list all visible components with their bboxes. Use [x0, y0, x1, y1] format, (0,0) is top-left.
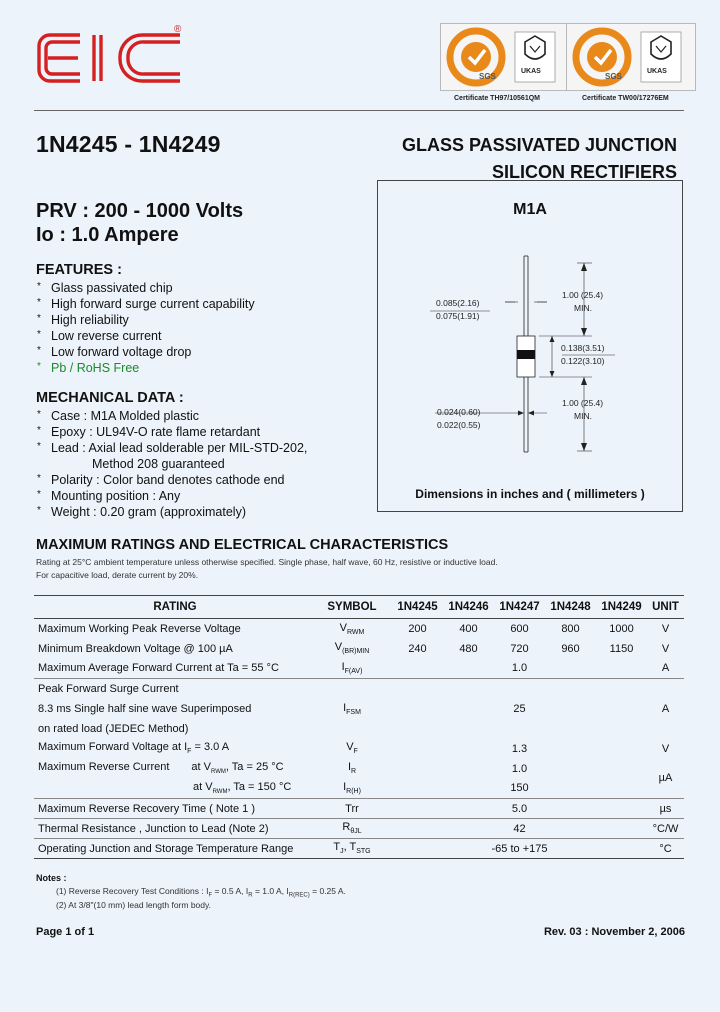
dim-lead-dia-top-min: 0.075(1.91) — [436, 311, 480, 321]
mechanical-list — [36, 408, 307, 520]
max-ratings-heading: MAXIMUM RATINGS AND ELECTRICAL CHARACTERISTICS — [36, 537, 449, 553]
table-row — [34, 659, 684, 679]
row-symbol: $V_{(BR)MIN}$ — [334, 641, 370, 656]
row-label: Maximum Forward Voltage at $I_F = 3.0$ A — [38, 741, 230, 756]
cell-value: 400 — [459, 622, 478, 635]
cell-value: 42 — [392, 819, 647, 839]
cell-value: 1.3 — [511, 742, 528, 755]
cell-value: 200 — [408, 622, 427, 635]
features-heading: FEATURES : — [36, 262, 122, 278]
row-label: Maximum Working Peak Reverse Voltage — [38, 622, 241, 635]
table-row — [34, 799, 684, 819]
ratings-note-2: For capacitive load, derate current by 20%. — [36, 570, 199, 580]
row-label: Minimum Breakdown Voltage @ 100 µA — [38, 642, 233, 655]
cathode-band — [517, 350, 535, 359]
list-item: * Epoxy : UL94V-O rate flame retardant — [36, 424, 307, 440]
iso-certification-icon — [441, 24, 571, 92]
cell-value: 720 — [510, 642, 529, 655]
cell-unit: °C/W — [647, 819, 684, 839]
table-row — [34, 779, 684, 799]
certificate-caption-2: Certificate TW00/17276EM — [582, 95, 669, 102]
ukas-mark: UKAS — [521, 68, 541, 75]
row-label: at $V_{RWM}$, Ta = 150 °C — [193, 781, 292, 796]
cell-unit: A — [661, 662, 670, 675]
col-header-rating: RATING — [34, 596, 312, 619]
rohs-list-item: * Pb / RoHS Free — [36, 360, 255, 376]
cell-value: 240 — [408, 642, 427, 655]
table-row — [34, 819, 684, 839]
row-symbol: $I_R$ — [347, 761, 357, 776]
dim-min-bottom: MIN. — [574, 411, 592, 421]
package-name: M1A — [513, 201, 547, 218]
table-row — [34, 739, 684, 759]
sgs-mark: SGS — [479, 72, 496, 81]
table-row — [34, 619, 684, 639]
row-symbol: $I_{R(H)}$ — [343, 781, 361, 796]
dim-lead-dia-max: 0.024(0.60) — [437, 407, 481, 417]
dim-lead-dia-top-max: 0.085(2.16) — [436, 298, 480, 308]
col-header-symbol: SYMBOL — [312, 596, 392, 619]
dim-body-min: 0.122(3.10) — [561, 356, 605, 366]
cell-value: 960 — [561, 642, 580, 655]
dim-min-top: MIN. — [574, 303, 592, 313]
col-header-1n4246: 1N4246 — [443, 596, 494, 619]
dim-lead-dia-min: 0.022(0.55) — [437, 420, 481, 430]
table-row — [34, 639, 684, 659]
header-divider — [34, 110, 684, 111]
cell-value: 800 — [561, 622, 580, 635]
list-item: * Polarity : Color band denotes cathode end — [36, 472, 307, 488]
prv-spec: PRV : 200 - 1000 Volts — [36, 200, 244, 222]
ratings-table — [34, 595, 684, 859]
revision-date: Rev. 03 : November 2, 2006 — [543, 926, 685, 938]
cell-value: 150 — [510, 782, 529, 795]
cell-unit: V — [661, 642, 670, 655]
table-header-row — [34, 596, 684, 619]
dim-lead-length-bottom: 1.00 (25.4) — [562, 398, 604, 408]
cell-value: 25 — [392, 679, 647, 739]
cell-unit: A — [647, 679, 684, 739]
features-list — [36, 280, 255, 376]
ratings-note-1: Rating at 25°C ambient temperature unless otherwise specified. Single phase, half wave, 60 Hz, resistive or inductive load. — [36, 557, 498, 567]
mechanical-heading: MECHANICAL DATA : — [36, 390, 184, 406]
col-header-unit: UNIT — [647, 596, 684, 619]
eic-logo — [34, 27, 186, 89]
cell-value: 1000 — [609, 622, 634, 635]
dim-body-max: 0.138(3.51) — [561, 343, 605, 353]
product-title-line1: GLASS PASSIVATED JUNCTION — [401, 135, 677, 155]
cell-value: 1.0 — [511, 662, 528, 675]
list-item: * Mounting position : Any — [36, 488, 307, 504]
cell-value: 1150 — [609, 642, 634, 655]
col-header-1n4245: 1N4245 — [392, 596, 443, 619]
registered-mark: ® — [174, 24, 182, 35]
row-label: 8.3 ms Single half sine wave Superimposed — [38, 702, 252, 715]
dim-lead-length-top: 1.00 (25.4) — [562, 290, 604, 300]
iso-certification-icon — [567, 24, 697, 92]
product-title — [357, 132, 677, 186]
list-item-continuation: Method 208 guaranteed — [92, 457, 225, 471]
list-item: * High reliability — [36, 312, 255, 328]
col-header-1n4249: 1N4249 — [596, 596, 647, 619]
row-label: Maximum Reverse Current at $V_{RWM}$, Ta = 25 °C — [38, 761, 284, 776]
cell-unit: °C — [647, 839, 684, 859]
row-label: Maximum Average Forward Current at Ta = 55 °C — [38, 662, 279, 675]
cell-value: 5.0 — [392, 799, 647, 819]
list-item: * Glass passivated chip — [36, 280, 255, 296]
table-row — [34, 759, 684, 779]
row-label: Thermal Resistance , Junction to Lead (Note 2) — [34, 819, 312, 839]
note-1: (1) Reverse Recovery Test Conditions : $I_F = 0.5$ A, $I_R = 1.0$ A, $I_{R(REC)} = 0.25$ A. — [56, 886, 346, 899]
row-symbol: Trr — [312, 799, 392, 819]
sgs-mark: SGS — [605, 72, 622, 81]
certification-badge-2 — [566, 23, 696, 91]
row-symbol: $V_{RWM}$ — [339, 621, 365, 636]
row-symbol: $I_{F(AV)}$ — [341, 661, 363, 676]
cell-unit: µA — [658, 772, 673, 785]
row-symbol: $R_{\theta JL}$ — [312, 819, 392, 839]
cell-value: 600 — [510, 622, 529, 635]
cell-value: 1.0 — [511, 762, 528, 775]
list-item: * Lead : Axial lead solderable per MIL-STD-202, — [36, 440, 307, 456]
note-2: (2) At 3/8"(10 mm) lead length form body. — [56, 900, 211, 910]
row-label: Maximum Reverse Recovery Time ( Note 1 ) — [34, 799, 312, 819]
row-symbol: $V_F$ — [346, 741, 358, 756]
col-header-1n4248: 1N4248 — [545, 596, 596, 619]
list-item: * Weight : 0.20 gram (approximately) — [36, 504, 307, 520]
row-symbol: $T_J$, $T_{STG}$ — [312, 839, 392, 859]
package-dimension-caption: Dimensions in inches and ( millimeters ) — [415, 487, 645, 501]
cell-value: 480 — [459, 642, 478, 655]
certificate-caption-1: Certificate TH97/10561QM — [454, 95, 540, 102]
row-label: Peak Forward Surge Current — [34, 679, 312, 699]
list-item: * High forward surge current capability — [36, 296, 255, 312]
ukas-mark: UKAS — [647, 68, 667, 75]
notes-heading: Notes : — [36, 873, 67, 883]
row-label: on rated load (JEDEC Method) — [38, 722, 189, 735]
cell-unit: V — [661, 742, 670, 755]
certification-badge-1 — [440, 23, 570, 91]
list-item: * Low forward voltage drop — [36, 344, 255, 360]
part-number-range: 1N4245 - 1N4249 — [36, 131, 221, 157]
table-row — [34, 839, 684, 859]
product-title-line2: SILICON RECTIFIERS — [491, 162, 677, 182]
col-header-1n4247: 1N4247 — [494, 596, 545, 619]
cell-unit: µs — [647, 799, 684, 819]
package-outline-drawing — [377, 180, 683, 512]
io-spec: Io : 1.0 Ampere — [36, 224, 179, 246]
page-number: Page 1 of 1 — [36, 926, 95, 938]
table-row — [34, 679, 684, 699]
list-item: * Low reverse current — [36, 328, 255, 344]
list-item: * Case : M1A Molded plastic — [36, 408, 307, 424]
row-symbol: $I_{FSM}$ — [312, 679, 392, 739]
cell-value: -65 to +175 — [392, 839, 647, 859]
row-label: Operating Junction and Storage Temperature Range — [34, 839, 312, 859]
cell-unit: V — [661, 622, 670, 635]
